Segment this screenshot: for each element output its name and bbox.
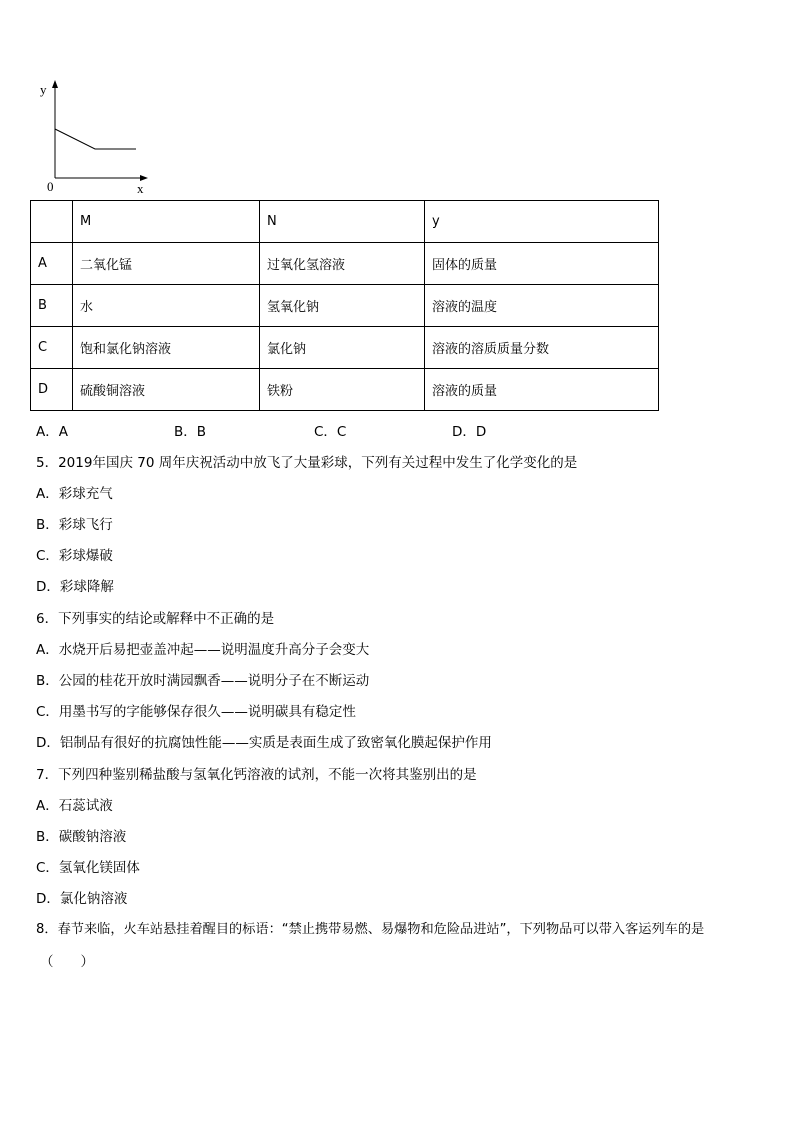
table-cell: 溶液的温度 (425, 285, 659, 327)
table-cell: 铁粉 (260, 369, 425, 411)
table-cell: B (31, 285, 73, 327)
table-cell: 溶液的质量 (425, 369, 659, 411)
q7-option: C．氢氧化镁固体 (36, 860, 140, 876)
y-axis-label: y (40, 82, 47, 97)
q5-option: A．彩球充气 (36, 486, 113, 502)
table-cell: A (31, 243, 73, 285)
q7-option: B．碳酸钠溶液 (36, 829, 127, 845)
table-row (31, 243, 659, 285)
table-cell: 氢氧化钠 (260, 285, 425, 327)
q6-option: D．铝制品有很好的抗腐蚀性能——实质是表面生成了致密氧化膜起保护作用 (36, 735, 492, 751)
q6-option: A．水烧开后易把壶盖冲起——说明温度升高分子会变大 (36, 642, 370, 658)
q6-stem: 6．下列事实的结论或解释中不正确的是 (36, 611, 275, 627)
table-cell (31, 201, 73, 243)
q7-option: D．氯化钠溶液 (36, 891, 128, 907)
q8-answer-blank: （ ） (40, 954, 94, 970)
answer-option: D．D (452, 424, 487, 440)
table-header-row (31, 201, 659, 243)
table-cell: 过氧化氢溶液 (260, 243, 425, 285)
answer-option: B．B (174, 424, 207, 440)
q5-stem: 5．2019年国庆 70 周年庆祝活动中放飞了大量彩球，下列有关过程中发生了化学变化的是 (36, 455, 578, 471)
table-cell: D (31, 369, 73, 411)
q4-answer-options (36, 420, 486, 440)
table-cell: 氯化钠 (260, 327, 425, 369)
table-cell: 二氧化锰 (73, 243, 260, 285)
table-cell: 水 (73, 285, 260, 327)
q5-option: D．彩球降解 (36, 579, 114, 595)
table-cell: C (31, 327, 73, 369)
table-cell: 固体的质量 (425, 243, 659, 285)
table-row (31, 285, 659, 327)
q7-stem: 7．下列四种鉴别稀盐酸与氢氧化钙溶液的试剂，不能一次将其鉴别出的是 (36, 767, 477, 783)
answer-option: C．C (314, 424, 347, 440)
options-table (30, 200, 659, 411)
q6-option: B．公园的桂花开放时满园飘香——说明分子在不断运动 (36, 673, 370, 689)
q5-option: C．彩球爆破 (36, 548, 113, 564)
y-axis-arrow (52, 80, 58, 88)
table-cell: M (73, 201, 260, 243)
y-vs-x-graph (30, 78, 160, 198)
q6-option: C．用墨书写的字能够保存很久——说明碳具有稳定性 (36, 704, 356, 720)
origin-label: 0 (47, 179, 54, 194)
x-axis-label: x (137, 181, 144, 196)
q8-stem: 8．春节来临，火车站悬挂着醒目的标语：“禁止携带易燃、易爆物和危险品进站”，下列物品可以带入客运列车的是 (36, 922, 705, 937)
table-cell: N (260, 201, 425, 243)
table-cell: 饱和氯化钠溶液 (73, 327, 260, 369)
table-cell: y (425, 201, 659, 243)
table-row (31, 327, 659, 369)
table-cell: 溶液的溶质质量分数 (425, 327, 659, 369)
curve (55, 129, 136, 149)
q7-option: A．石蕊试液 (36, 798, 113, 814)
q5-option: B．彩球飞行 (36, 517, 113, 533)
table-cell: 硫酸铜溶液 (73, 369, 260, 411)
answer-option: A．A (36, 424, 68, 440)
table-row (31, 369, 659, 411)
